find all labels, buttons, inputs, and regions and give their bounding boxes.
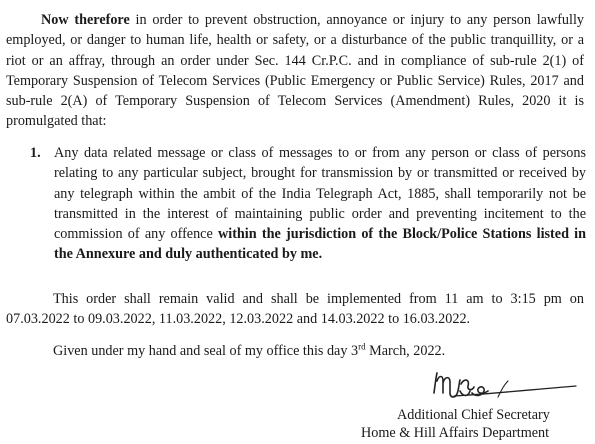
item-text [54, 143, 586, 265]
ordinal-suffix: rd [358, 341, 366, 352]
signatory-department: Home & Hill Affairs Department [361, 425, 550, 441]
preamble-bold-lead: Now therefore [41, 12, 130, 28]
item-text-plain: Any data related message or class of messages to or from any person or class of persons relating to any particular subject, brought for transmission by or transmitted or received by any telegraph within the ambit of the India Telegraph Act, 1885, shall temporarily not be transmitted in the interest of maintaining public order and preventing incitement to the commission of any offence [54, 145, 586, 243]
item-number: 1. [30, 145, 41, 161]
given-under-date: March, 2022. [365, 343, 446, 359]
signatory-designation: Additional Chief Secretary [397, 407, 550, 423]
preamble-paragraph [6, 10, 584, 132]
validity-paragraph: This order shall remain valid and shall be implemented from 11 am to 3:15 pm on 07.03.2022 to 09.03.2022, 11.03.2022, 12.03.2022 and 14.03.2022 to 16.03.2022. [6, 291, 584, 328]
handwritten-signature [428, 367, 578, 401]
given-under-text: Given under my hand and seal of my office this day 3 [53, 343, 359, 359]
preamble-text: in order to prevent obstruction, annoyance or injury to any person lawfully employed, or danger to human life, health or safety, or a disturbance of the public tranquillity, or a riot or an affray, through an order under Sec. 144 Cr.P.C. and in compliance of sub-rule 2(1) of Temporary Suspension of Telecom Services (Public Emergency or Public Service) Rules, 2017 and sub-rule 2(A) of Temporary Suspension of Telecom Services (Amendment) Rules, 2020 it is promulgated that: [6, 12, 585, 130]
item-text-bold: within the jurisdiction of the Block/Police Stations listed in the Annexure and duly authenticated by me. [54, 226, 587, 263]
given-under-paragraph [53, 341, 583, 361]
